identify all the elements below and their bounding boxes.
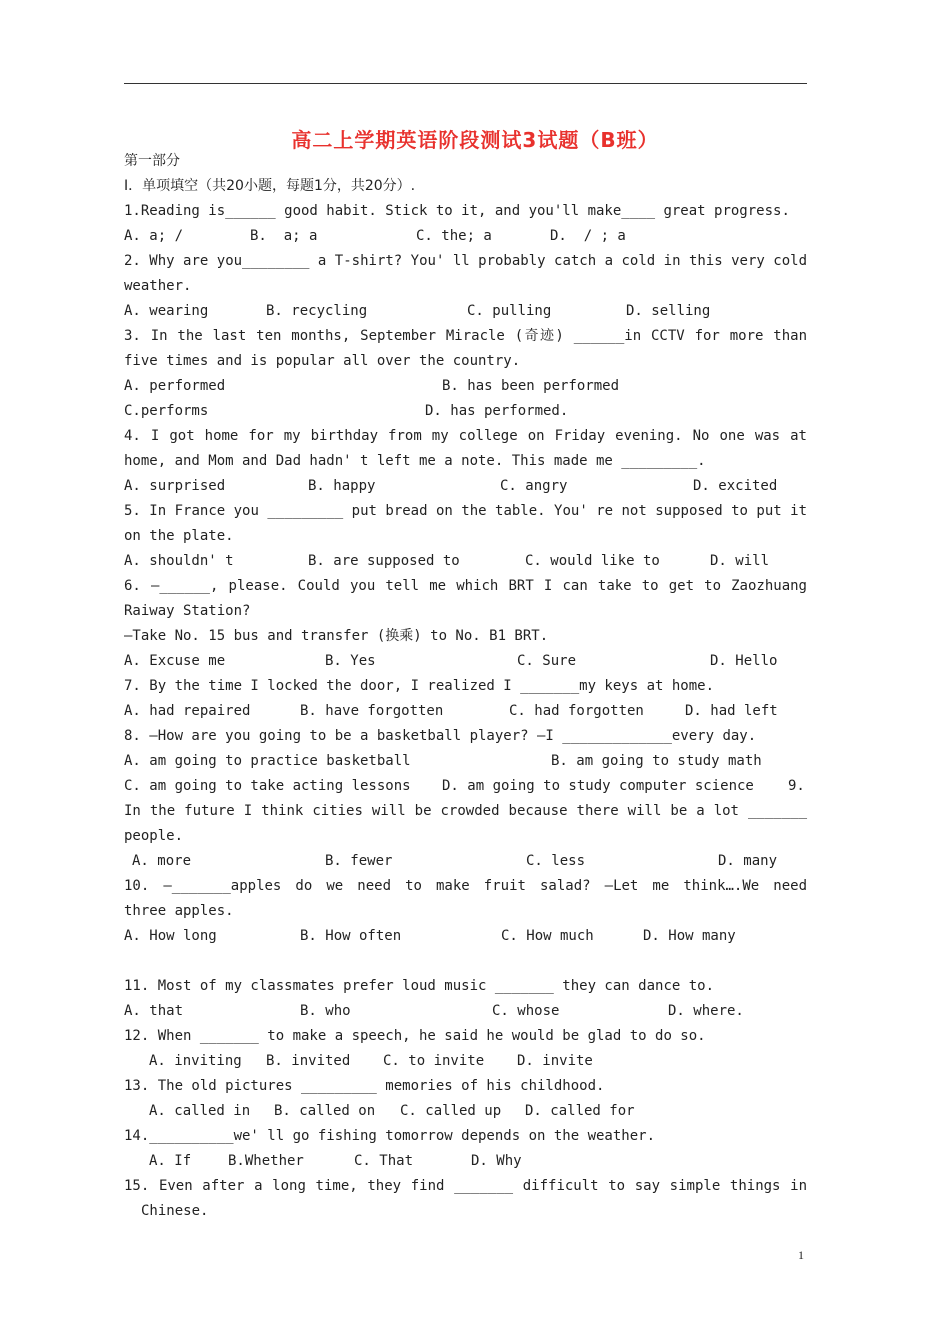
- question-8-stem: 8. —How are you going to be a basketball player? —I _____________every day.: [124, 728, 757, 744]
- question-10-stem: 10. —_______apples do we need to make fruit salad? —Let me think….We need: [124, 878, 807, 894]
- option-a: A. called in: [149, 1103, 251, 1119]
- option-c: C. whose: [492, 1003, 560, 1019]
- option-a: A. that: [124, 1003, 184, 1019]
- option-b: B. who: [300, 1003, 351, 1019]
- option-c: C. pulling: [467, 303, 552, 319]
- option-a: A. How long: [124, 928, 217, 944]
- question-15-stem: 15. Even after a long time, they find _______ difficult to say simple things in: [124, 1178, 807, 1194]
- option-b: B. a; a: [250, 228, 318, 244]
- page-title: 高二上学期英语阶段测试3试题（B班）: [291, 128, 659, 152]
- option-d: D. had left: [685, 703, 778, 719]
- question-9-number: 9.: [788, 778, 805, 794]
- question-10-stem-cont: three apples.: [124, 903, 234, 919]
- page-number: 1: [798, 1248, 804, 1262]
- question-3-options-cd: [124, 399, 807, 424]
- question-12-stem: 12. When _______ to make a speech, he said he would be glad to do so.: [124, 1028, 706, 1044]
- question-6-stem-cont: Raiway Station?: [124, 603, 251, 619]
- option-b: B. fewer: [325, 853, 393, 869]
- option-d: D. Why: [471, 1153, 522, 1169]
- option-b: B. invited: [266, 1053, 351, 1069]
- option-b: B. are supposed to: [308, 553, 460, 569]
- question-4-stem-cont: home, and Mom and Dad hadn' t left me a note. This made me _________.: [124, 453, 706, 469]
- option-c: C. How much: [501, 928, 594, 944]
- option-c: C. had forgotten: [509, 703, 644, 719]
- question-5-stem: 5. In France you _________ put bread on the table. You' re not supposed to put it: [124, 503, 807, 519]
- option-a: A. Excuse me: [124, 653, 226, 669]
- option-a: A. more: [132, 853, 192, 869]
- question-11-stem: 11. Most of my classmates prefer loud music _______ they can dance to.: [124, 978, 715, 994]
- option-b: B. has been performed: [442, 378, 620, 394]
- option-d: D. How many: [643, 928, 736, 944]
- option-d: D. am going to study computer science: [442, 778, 754, 794]
- option-c: C. angry: [500, 478, 568, 494]
- option-d: D. where.: [668, 1003, 744, 1019]
- question-5-stem-cont: on the plate.: [124, 528, 234, 544]
- question-6-reply: —Take No. 15 bus and transfer (换乘) to No. B1 BRT.: [124, 628, 549, 644]
- question-1-stem: 1.Reading is______ good habit. Stick to it, and you'll make____ great progress.: [124, 203, 790, 219]
- option-a: A. performed: [124, 378, 226, 394]
- option-b: B. recycling: [266, 303, 368, 319]
- option-c: C. am going to take acting lessons: [124, 778, 411, 794]
- question-3-stem: 3. In the last ten months, September Miracle (奇迹) ______in CCTV for more than: [124, 328, 807, 344]
- option-d: D. has performed.: [425, 403, 569, 419]
- option-b: B. am going to study math: [551, 753, 762, 769]
- option-a: A. am going to practice basketball: [124, 753, 411, 769]
- question-6-options: [124, 649, 807, 674]
- option-b: B. have forgotten: [300, 703, 444, 719]
- option-c: C. less: [526, 853, 586, 869]
- option-c: C. would like to: [525, 553, 660, 569]
- option-d: D. / ; a: [550, 228, 626, 244]
- option-b: B.Whether: [228, 1153, 304, 1169]
- option-d: D. excited: [693, 478, 778, 494]
- section-part: 第一部分: [124, 153, 180, 169]
- question-4-stem: 4. I got home for my birthday from my college on Friday evening. No one was at: [124, 428, 807, 444]
- option-d: D. Hello: [710, 653, 778, 669]
- section-instructions: Ⅰ．单项填空（共20小题，每题1分，共20分）.: [124, 178, 416, 194]
- option-c: C.performs: [124, 403, 209, 419]
- option-c: C. called up: [400, 1103, 502, 1119]
- option-b: B. happy: [308, 478, 376, 494]
- question-2-stem: 2. Why are you________ a T-shirt? You' ll probably catch a cold in this very cold: [124, 253, 807, 269]
- option-a: A. inviting: [149, 1053, 242, 1069]
- question-8-options-cd: [124, 774, 807, 799]
- question-10-options: [124, 924, 807, 949]
- question-2-options: [124, 299, 807, 324]
- option-b: B. Yes: [325, 653, 376, 669]
- option-c: C. That: [354, 1153, 414, 1169]
- option-c: C. Sure: [517, 653, 577, 669]
- option-b: B. called on: [274, 1103, 376, 1119]
- question-8-options-ab: [124, 749, 807, 774]
- option-b: B. How often: [300, 928, 402, 944]
- option-c: C. the; a: [416, 228, 492, 244]
- question-14-options: [124, 1149, 807, 1174]
- question-14-stem: 14.__________we' ll go fishing tomorrow depends on the weather.: [124, 1128, 656, 1144]
- question-9-stem: In the future I think cities will be crowded because there will be a lot _______: [124, 803, 807, 819]
- question-1-options: [124, 224, 807, 249]
- question-2-stem-cont: weather.: [124, 278, 192, 294]
- question-13-options: [124, 1099, 807, 1124]
- question-7-options: [124, 699, 807, 724]
- question-3-stem-cont: five times and is popular all over the country.: [124, 353, 521, 369]
- option-d: D. called for: [525, 1103, 635, 1119]
- option-d: D. invite: [517, 1053, 593, 1069]
- question-4-options: [124, 474, 807, 499]
- option-a: A. a; /: [124, 228, 184, 244]
- question-9-stem-cont: people.: [124, 828, 184, 844]
- option-a: A. shouldn' t: [124, 553, 234, 569]
- question-13-stem: 13. The old pictures _________ memories of his childhood.: [124, 1078, 605, 1094]
- question-5-options: [124, 549, 807, 574]
- option-a: A. If: [149, 1153, 192, 1169]
- question-15-stem-cont: Chinese.: [141, 1203, 209, 1219]
- option-a: A. surprised: [124, 478, 226, 494]
- question-12-options: [124, 1049, 807, 1074]
- question-11-options: [124, 999, 807, 1024]
- question-6-stem: 6. —______, please. Could you tell me which BRT I can take to get to Zaozhuang: [124, 578, 807, 594]
- question-7-stem: 7. By the time I locked the door, I realized I _______my keys at home.: [124, 678, 715, 694]
- header-rule: [124, 83, 807, 84]
- option-a: A. wearing: [124, 303, 209, 319]
- option-d: D. selling: [626, 303, 711, 319]
- option-d: D. will: [710, 553, 770, 569]
- option-a: A. had repaired: [124, 703, 251, 719]
- question-3-options-ab: [124, 374, 807, 399]
- option-c: C. to invite: [383, 1053, 485, 1069]
- option-d: D. many: [718, 853, 778, 869]
- question-9-options: [124, 849, 807, 874]
